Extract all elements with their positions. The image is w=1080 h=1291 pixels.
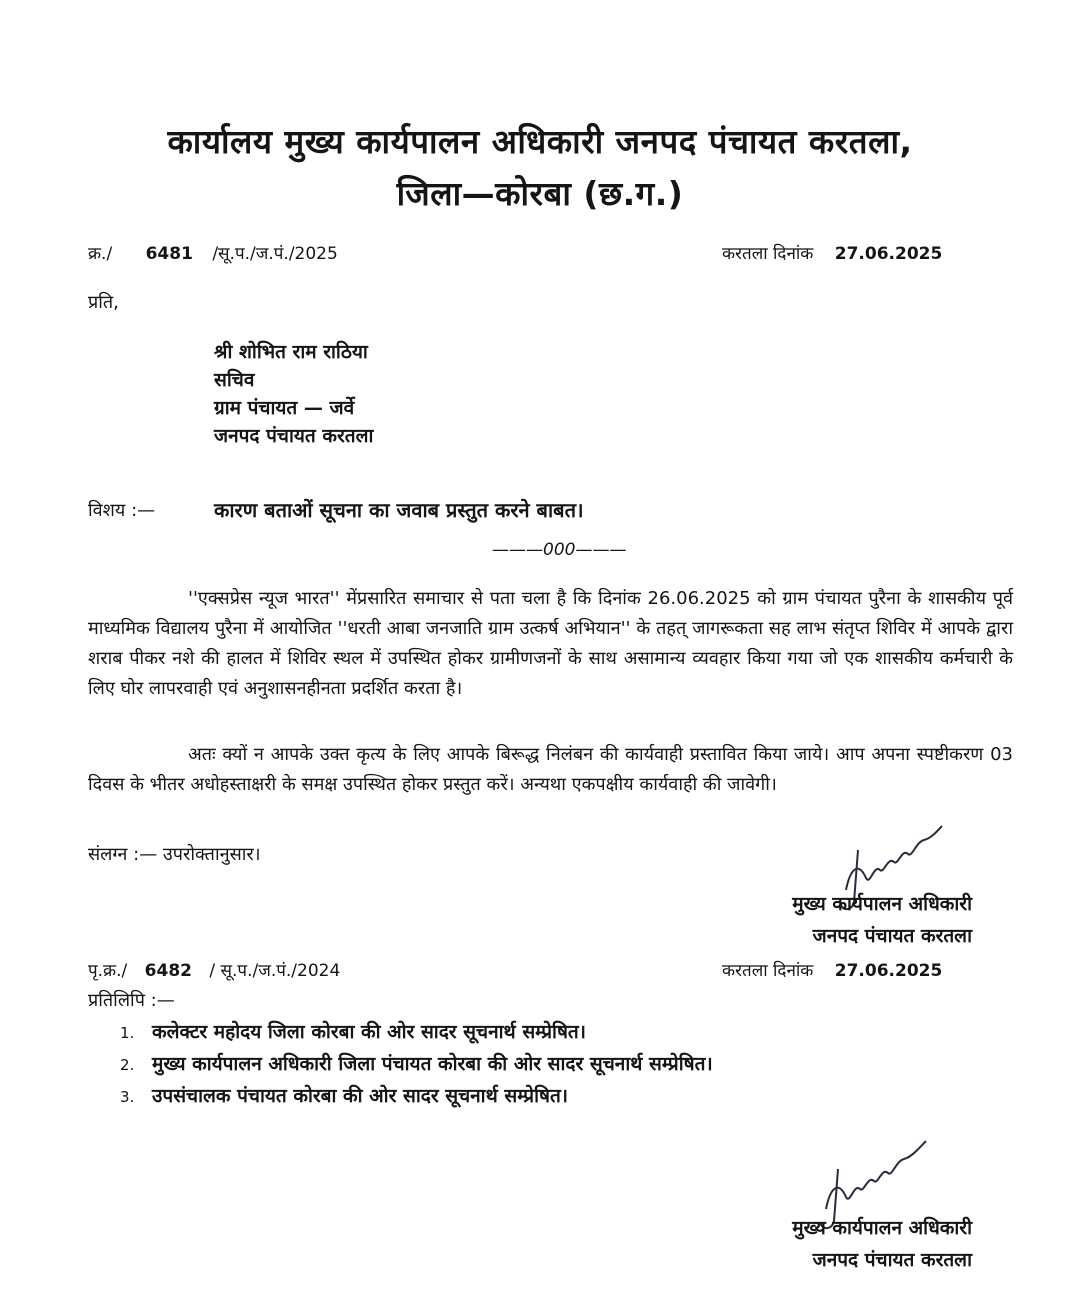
addressee-name: श्री शोभित राम राठिया (214, 341, 368, 363)
copy-item (120, 1018, 586, 1044)
to-label: प्रति, (88, 292, 119, 313)
enclosure-note: संलग्न :— उपरोक्तानुसार। (88, 844, 261, 865)
ref2-date: 27.06.2025 (834, 961, 943, 981)
office-district: जिला—कोरबा (छ.ग.) (396, 174, 684, 213)
copy-item-text: उपसंचालक पंचायत कोरबा की ओर सादर सूचनार्थ सम्प्रेषित। (152, 1085, 569, 1107)
ref2-date-label: करतला दिनांक (722, 961, 814, 981)
signatory-title-2: मुख्य कार्यपालन अधिकारी (792, 1217, 972, 1239)
copy-item-text: मुख्य कार्यपालन अधिकारी जिला पंचायत कोरबा की ओर सादर सूचनार्थ सम्प्रेषित। (152, 1053, 713, 1075)
ref-date-line (722, 241, 942, 264)
copy-item-number: 2. (120, 1056, 135, 1074)
addressee-designation: सचिव (214, 369, 255, 391)
ref2-line (88, 958, 340, 981)
copy-item (120, 1082, 568, 1108)
ref-date: 27.06.2025 (834, 244, 943, 264)
office-title: कार्यालय मुख्य कार्यपालन अधिकारी जनपद पंचायत करतला, (167, 122, 913, 161)
subject-label: विशय :— (88, 500, 156, 521)
signatory-office-2: जनपद पंचायत करतला (812, 1249, 972, 1271)
signatory-title-1: मुख्य कार्यपालन अधिकारी (792, 893, 972, 915)
ref2-date-line (722, 958, 942, 981)
addressee-janpad: जनपद पंचायत करतला (214, 425, 374, 447)
copy-item-number: 1. (120, 1024, 135, 1042)
ref2-suffix: / सू.प./ज.पं./2024 (209, 961, 341, 981)
ref-line (88, 241, 338, 264)
body-paragraph-2: अतः क्यों न आपके उक्त कृत्य के लिए आपके बिरूद्ध निलंबन की कार्यवाही प्रस्तावित किया जाये। आप अपना स्पष्टीकरण 03 दिवस के भीतर अधोहस्ताक्षरी के समक्ष उपस्थित होकर प्रस्तुत करें। अन्यथा एकपक्षीय कार्यवाही की जावेगी। (88, 744, 1013, 795)
addressee-panchayat: ग्राम पंचायत — जर्वे (214, 397, 355, 419)
body-paragraph-1: ''एक्सप्रेस न्यूज भारत'' मेंप्रसारित समाचार से पता चला है कि दिनांक 26.06.2025 को ग्राम पंचायत पुरैना के शासकीय पूर्व माध्यमिक विद्यालय पुरैना में आयोजित ''धरती आबा जनजाति ग्राम उत्कर्ष अभियान'' के तहत् जागरूकता सह लाभ संतृप्त शिविर में आपके द्वारा शराब पीकर नशे की हालत में शिविर स्थल में उपस्थित होकर ग्रामीणजनों के साथ असामान्य व्यवहार किया गया जो एक शासकीय कर्मचारी के लिए घोर लापरवाही एवं अनुशासनहीनता प्रदर्शित करता है। (88, 588, 1013, 699)
ref2-prefix: पृ.क्र./ (88, 961, 128, 981)
ref-number: 6481 (145, 244, 193, 264)
copy-item (120, 1050, 713, 1076)
copy-item-text: कलेक्टर महोदय जिला कोरबा की ओर सादर सूचनार्थ सम्प्रेषित। (152, 1021, 586, 1043)
copy-label: प्रतिलिपि :— (88, 990, 175, 1011)
copy-item-number: 3. (120, 1088, 135, 1106)
ref-date-label: करतला दिनांक (722, 244, 814, 264)
ref2-number: 6482 (144, 961, 192, 981)
ref-suffix: /सू.प./ज.पं./2025 (212, 244, 338, 264)
separator: ———000——— (492, 540, 627, 560)
subject-text: कारण बताओं सूचना का जवाब प्रस्तुत करने बाबत। (214, 498, 584, 522)
ref-prefix: क्र./ (88, 244, 113, 264)
signatory-office-1: जनपद पंचायत करतला (812, 925, 972, 947)
